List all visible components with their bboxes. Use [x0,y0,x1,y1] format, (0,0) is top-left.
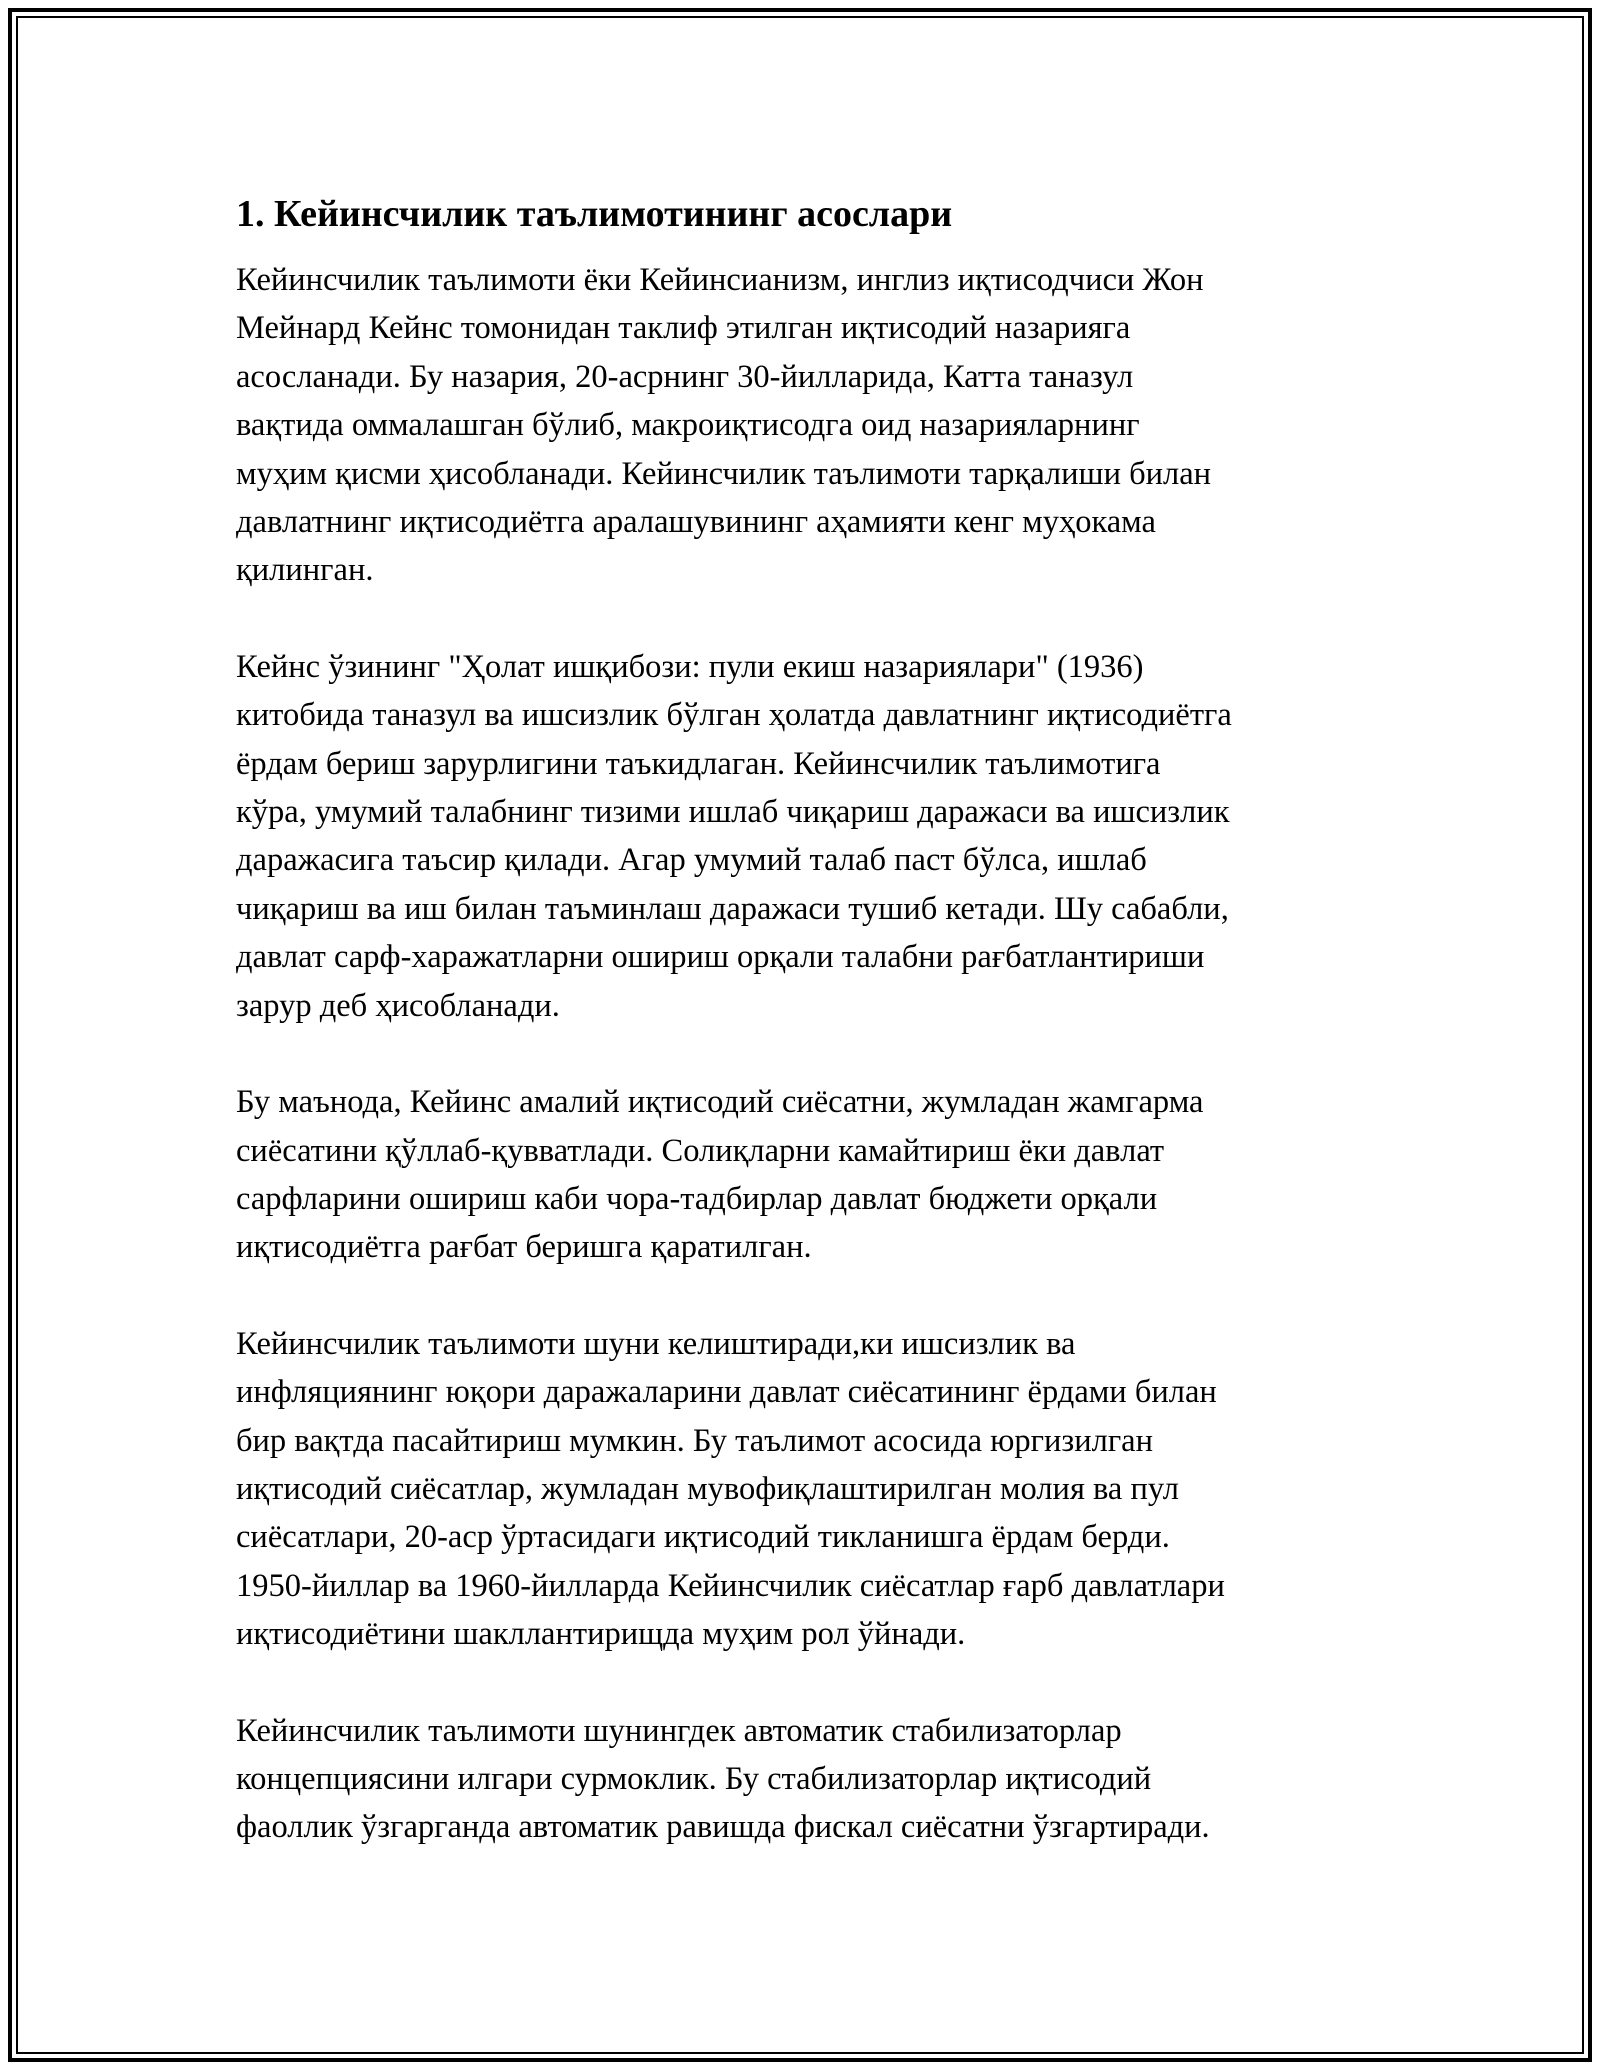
section-text [236,256,1376,1852]
paragraph-3: Бу маънода, Кейинс амалий иқтисодий сиёсатни, жумладан жамгарма сиёсатини қўллаб-қувватлади. Солиқларни камайтириш ёки давлат сарфларини ошириш каби чора-тадбирлар давлат бюджети орқали иқтисодиётга рағбат беришга қаратилган. [236,1084,1204,1266]
section-heading: 1. Кейинсчилик таълимотининг асослари [236,193,953,235]
paragraph-5: Кейинсчилик таълимоти шунингдек автоматик стабилизаторлар концепциясини илгари сурмоклик. Бу стабилизаторлар иқтисодий фаоллик ўзгарганда автоматик равишда фискал сиёсатни ўзгартиради. [236,1712,1210,1846]
paragraph-4: Кейинсчилик таълимоти шуни келиштиради,ки ишсизлик ва инфляциянинг юқори даражаларини давлат сиёсатининг ёрдами билан бир вақтда пасайтириш мумкин. Бу таълимот асосида юргизилган иқтисодий сиёсатлар, жумладан мувофиқлаштирилган молия ва пул сиёсатлари, 20-аср ўртасидаги иқтисодий тикланишга ёрдам берди. 1950-йиллар ва 1960-йилларда Кейинсчилик сиёсатлар ғарб давлатлари иқтисодиётини шакллантирищда муҳим рол ўйнади. [236,1325,1225,1653]
paragraph-2: Кейнс ўзининг "Ҳолат ишқибози: пули екиш назариялари" (1936) китобида таназул ва ишсизлик бўлган ҳолатда давлатнинг иқтисодиётга ёрдам бериш зарурлигини таъкидлаган. Кейинсчилик таълимотига кўра, умумий талабнинг тизими ишлаб чиқариш даражаси ва ишсизлик даражасига таъсир қилади. Агар умумий талаб паст бўлса, ишлаб чиқариш ва иш билан таъминлаш даражаси тушиб кетади. Шу сабабли, давлат сарф-харажатларни ошириш орқали талабни рағбатлантириши зарур деб ҳисобланади. [236,648,1232,1024]
document-body [236,186,1376,1900]
paragraph-1: Кейинсчилик таълимоти ёки Кейинсианизм, инглиз иқтисодчиси Жон Мейнард Кейнс томонидан таклиф этилган иқтисодий назарияга асосланади. Бу назария, 20-асрнинг 30-йилларида, Катта таназул вақтида оммалашган бўлиб, макроиқтисодга оид назарияларнинг муҳим қисми ҳисобланади. Кейинсчилик таълимоти тарқалиши билан давлатнинг иқтисодиётга аралашувининг аҳамияти кенг муҳокама қилинган. [236,262,1212,589]
